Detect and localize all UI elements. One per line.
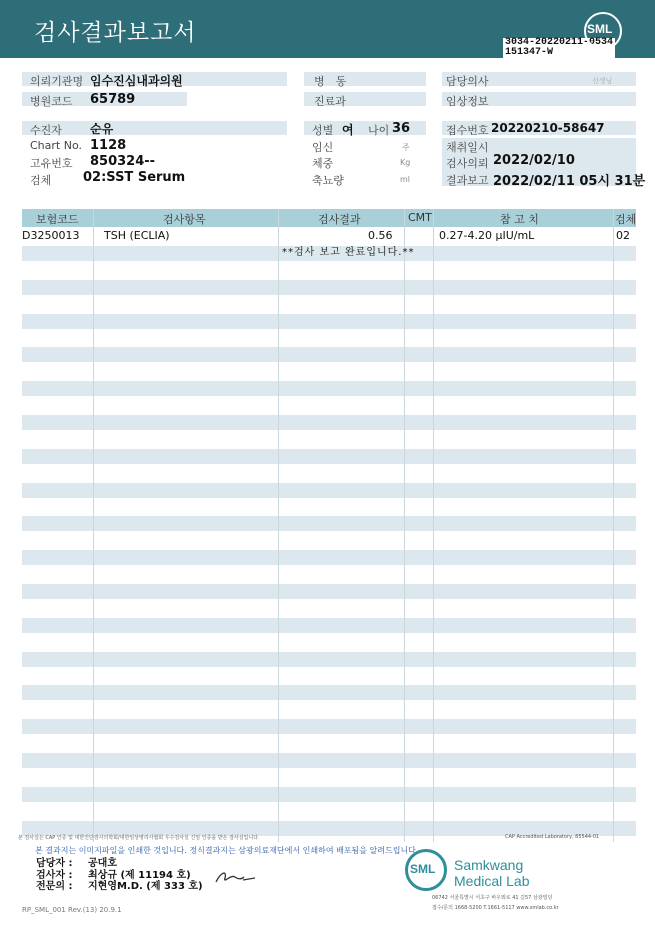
row-stripe	[22, 347, 636, 362]
urine-unit: ml	[400, 175, 411, 184]
chart-no-label: Chart No.	[30, 139, 82, 152]
report-title: 검사결과보고서	[34, 20, 197, 46]
patient-value: 순유	[90, 122, 114, 136]
specimen-label: 검체	[30, 174, 52, 187]
row-stripe	[22, 483, 636, 498]
specialist-value: 지현영M.D. (제 333 호)	[88, 881, 203, 892]
column-divider	[433, 209, 434, 842]
row-specimen: 02	[616, 229, 630, 242]
revision-number: RP_SML_001 Rev.(13) 20.9.1	[22, 906, 122, 914]
row-code: D3250013	[22, 229, 80, 242]
header-specimen: 검체	[615, 213, 637, 226]
inspector-label: 검사자 :	[36, 870, 73, 881]
accreditation-note: 본 검사실은 CAP 인증 및 대한진단검사의학회/대한임상병리사협회 우수검사실 신임 인증을 받은 검사실입니다.	[18, 835, 260, 841]
column-divider	[278, 209, 279, 842]
samkwang-logo-text: SML	[410, 862, 436, 876]
report-header	[0, 0, 655, 58]
row-result: 0.56	[368, 229, 393, 242]
header-test-item: 검사항목	[163, 213, 206, 226]
brand-name-line1: Samkwang	[454, 857, 524, 873]
clinical-info-label: 임상정보	[446, 95, 489, 108]
address-line2: 접수/문의 1668-5200 T.1661-5117 www.smlab.co.kr	[432, 905, 559, 911]
cap-number: CAP Accredited Laboratory, 85544-01	[505, 834, 600, 840]
id-label: 고유번호	[30, 157, 73, 170]
row-stripe	[22, 719, 636, 734]
report-value: 2022/02/11 05시 31분	[493, 174, 646, 189]
weight-label: 체중	[312, 157, 334, 170]
row-stripe	[22, 314, 636, 329]
institution-value: 임수진심내과의원	[90, 74, 183, 88]
chart-no-value: 1128	[90, 138, 127, 153]
row-stripe	[22, 381, 636, 396]
row-stripe	[22, 652, 636, 667]
row-stripe	[22, 550, 636, 565]
weight-unit: Kg	[400, 158, 411, 167]
pregnancy-label: 임신	[312, 141, 334, 154]
row-stripe	[22, 516, 636, 531]
patient-label: 수진자	[30, 124, 62, 137]
specialist-label: 전문의 :	[36, 881, 73, 892]
institution-label: 의뢰기관명	[30, 75, 84, 88]
column-divider	[613, 209, 614, 842]
department-label: 진료과	[314, 95, 346, 108]
row-reference: 0.27-4.20 μIU/mL	[439, 229, 535, 242]
header-test-result: 검사결과	[318, 213, 361, 226]
specimen-value: 02:SST Serum	[83, 170, 186, 185]
hospital-code-label: 병원코드	[30, 95, 73, 108]
column-divider	[93, 209, 94, 842]
print-note: 본 결과지는 이미지파일을 인쇄한 것입니다. 정식결과지는 삼광의료재단에서 인쇄하여 배포됨을 알려드립니다.	[35, 846, 419, 855]
row-stripe	[22, 449, 636, 464]
doctor-label: 담당의사	[446, 75, 489, 88]
receipt-label: 접수번호	[446, 124, 489, 137]
row-stripe	[22, 415, 636, 430]
header-reference: 참 고 치	[500, 213, 539, 226]
row-stripe	[22, 618, 636, 633]
collection-label: 채취일시	[446, 141, 489, 154]
header-cmt: CMT	[408, 211, 432, 224]
age-label: 나이	[368, 124, 390, 137]
sml-logo-text: SML	[587, 22, 613, 36]
id-value: 850324--	[90, 154, 156, 169]
inspector-value: 최상규 (제 11194 호)	[88, 870, 191, 881]
ward-label: 병 동	[314, 75, 347, 88]
doctor-value: 선생님	[592, 77, 613, 85]
brand-name-line2: Medical Lab	[454, 873, 530, 889]
manager-label: 담당자 :	[36, 858, 73, 869]
request-label: 검사의뢰	[446, 157, 489, 170]
row-stripe	[22, 584, 636, 599]
age-value: 36	[392, 121, 411, 136]
row-item: TSH (ECLIA)	[104, 229, 170, 242]
sex-label: 성별	[312, 124, 334, 137]
pregnancy-unit: 주	[402, 143, 410, 152]
report-label: 결과보고	[446, 174, 489, 187]
address-line1: 06742 서울특별시 서초구 바우뫼로 41 길57 삼광빌딩	[432, 895, 553, 901]
row-stripe	[22, 787, 636, 802]
row-stripe	[22, 685, 636, 700]
document-number-line1: 3034-20220211-0534	[505, 37, 614, 48]
receipt-value: 20220210-58647	[491, 121, 605, 135]
signature-icon	[213, 868, 258, 886]
request-value: 2022/02/10	[493, 153, 575, 168]
header-insurance-code: 보험코드	[36, 213, 79, 226]
completion-note: **검사 보고 완료입니다.**	[282, 247, 415, 258]
urine-label: 축뇨량	[312, 174, 344, 187]
sex-value: 여	[342, 123, 354, 137]
document-number-line2: 151347-W	[505, 47, 554, 58]
column-divider	[404, 209, 405, 842]
hospital-code-value: 65789	[90, 92, 136, 107]
row-stripe	[22, 753, 636, 768]
row-stripe	[22, 280, 636, 295]
manager-value: 공대호	[88, 858, 117, 869]
